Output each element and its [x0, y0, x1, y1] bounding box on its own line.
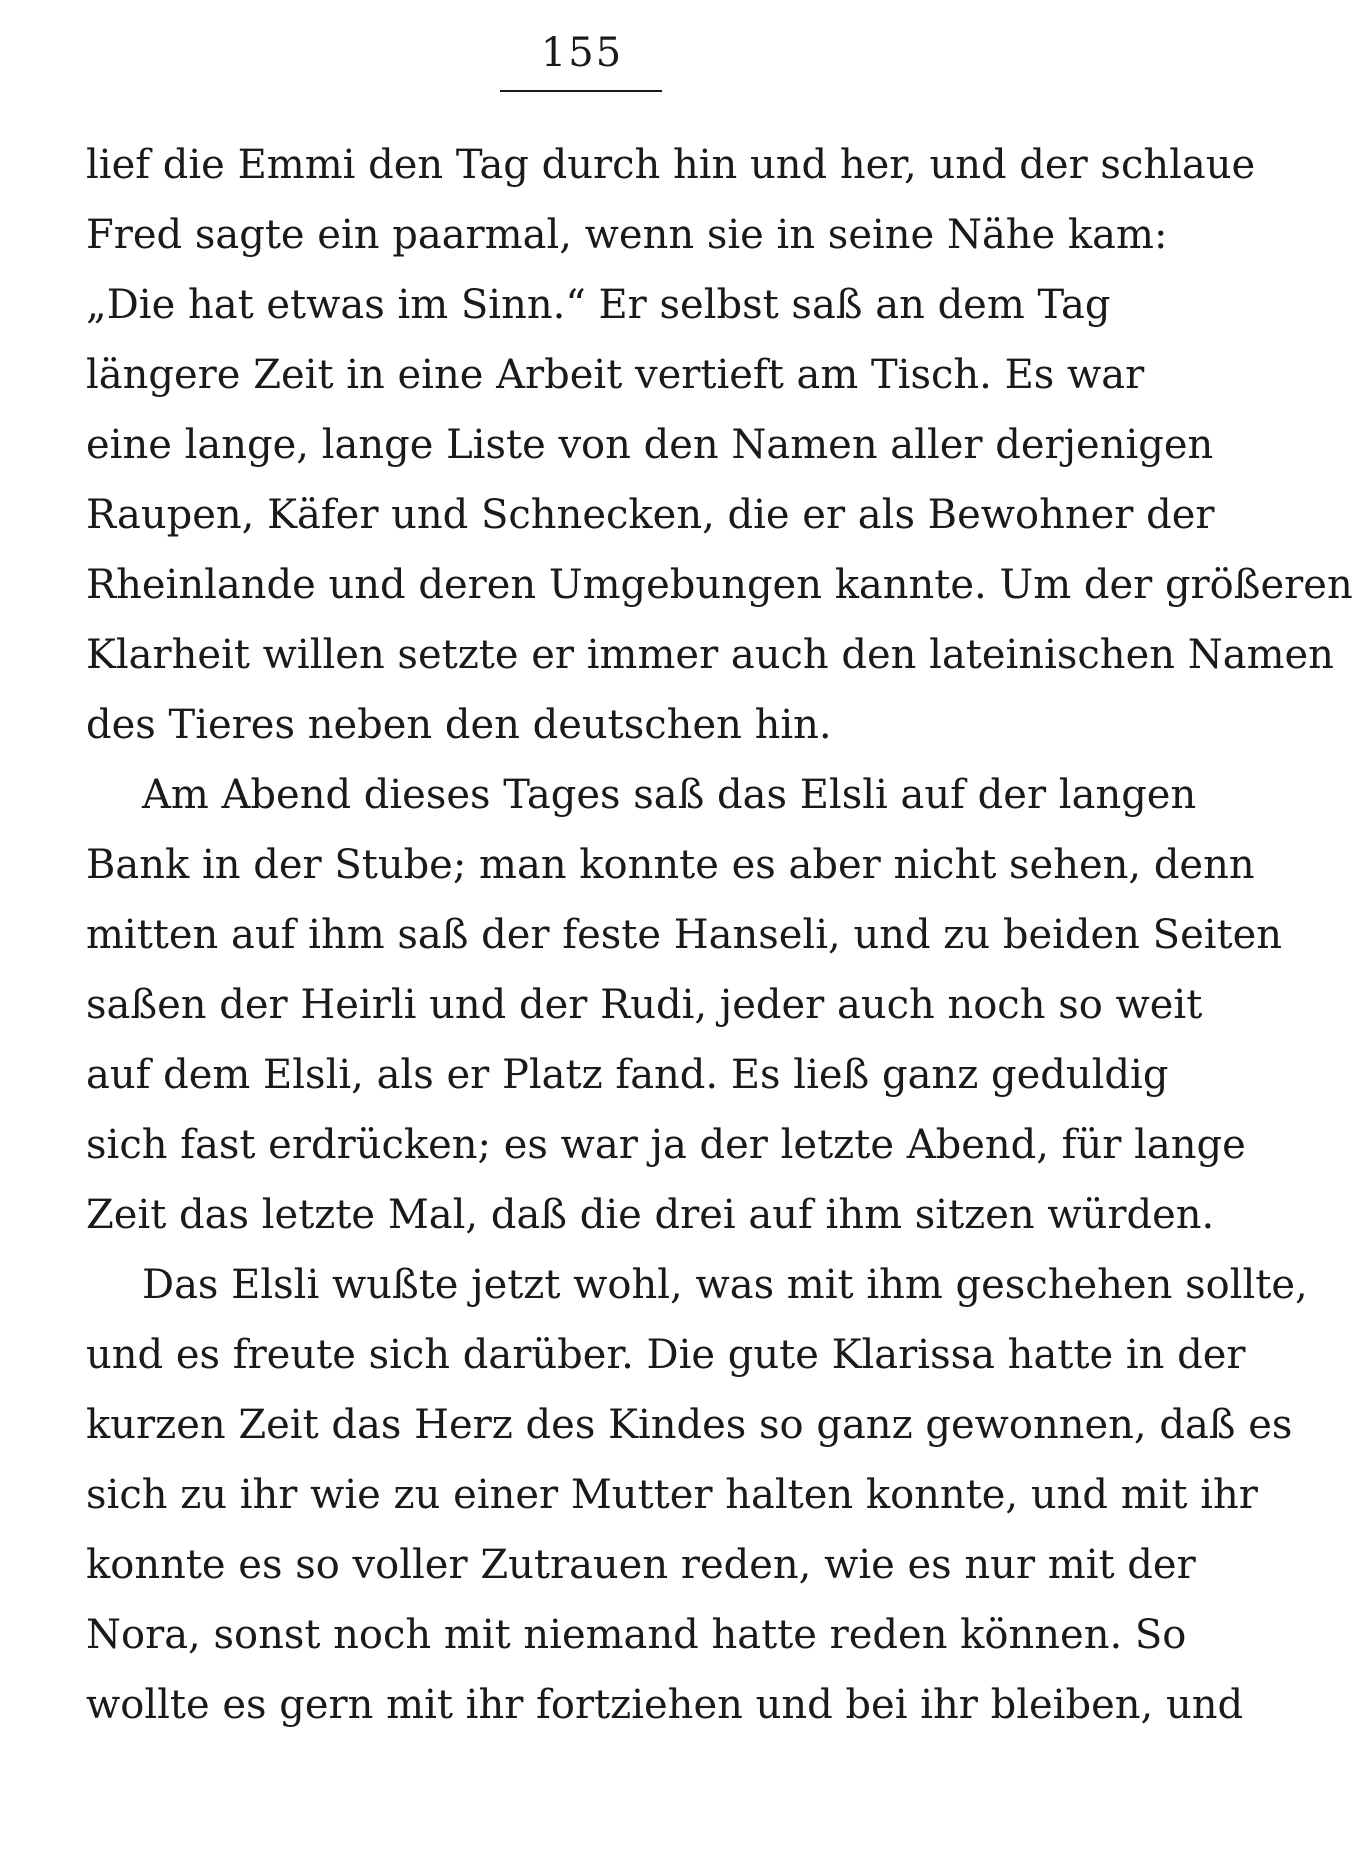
text-line: kurzen Zeit das Herz des Kindes so ganz gewonnen, daß es: [86, 1402, 1293, 1448]
text-line: Raupen, Käfer und Schnecken, die er als Bewohner der: [86, 492, 1215, 538]
text-line: Zeit das letzte Mal, daß die drei auf ihm sitzen würden.: [86, 1192, 1215, 1238]
text-line: Rheinlande und deren Umgebungen kannte. Um der größeren: [86, 562, 1353, 608]
text-line: und es freute sich darüber. Die gute Klarissa hatte in der: [86, 1332, 1246, 1378]
text-line: Am Abend dieses Tages saß das Elsli auf der langen: [142, 772, 1197, 818]
text-line: „Die hat etwas im Sinn.“ Er selbst saß an dem Tag: [86, 282, 1111, 328]
paragraph: [86, 1250, 1308, 1740]
text-line: auf dem Elsli, als er Platz fand. Es ließ ganz geduldig: [86, 1052, 1169, 1098]
text-line: konnte es so voller Zutrauen reden, wie es nur mit der: [86, 1542, 1196, 1588]
text-line: wollte es gern mit ihr fortziehen und bei ihr bleiben, und: [86, 1682, 1244, 1728]
text-line: Nora, sonst noch mit niemand hatte reden können. So: [86, 1612, 1187, 1658]
text-line: lief die Emmi den Tag durch hin und her, und der schlaue: [86, 142, 1256, 188]
text-line: saßen der Heirli und der Rudi, jeder auch noch so weit: [86, 982, 1203, 1028]
text-line: längere Zeit in eine Arbeit vertieft am Tisch. Es war: [86, 352, 1145, 398]
text-line: des Tieres neben den deutschen hin.: [86, 702, 832, 748]
page-number: 155: [540, 30, 624, 76]
body-text: [86, 130, 1353, 1740]
text-line: mitten auf ihm saß der feste Hanseli, und zu beiden Seiten: [86, 912, 1283, 958]
page-number-rule: [500, 90, 662, 92]
text-line: Das Elsli wußte jetzt wohl, was mit ihm geschehen sollte,: [142, 1262, 1308, 1308]
text-line: sich fast erdrücken; es war ja der letzte Abend, für lange: [86, 1122, 1246, 1168]
text-line: Bank in der Stube; man konnte es aber nicht sehen, denn: [86, 842, 1255, 888]
text-line: eine lange, lange Liste von den Namen aller derjenigen: [86, 422, 1214, 468]
text-line: Klarheit willen setzte er immer auch den lateinischen Namen: [86, 632, 1334, 678]
paragraph: [86, 130, 1353, 760]
text-line: sich zu ihr wie zu einer Mutter halten konnte, und mit ihr: [86, 1472, 1258, 1518]
text-line: Fred sagte ein paarmal, wenn sie in seine Nähe kam:: [86, 212, 1168, 258]
paragraph: [86, 760, 1283, 1250]
